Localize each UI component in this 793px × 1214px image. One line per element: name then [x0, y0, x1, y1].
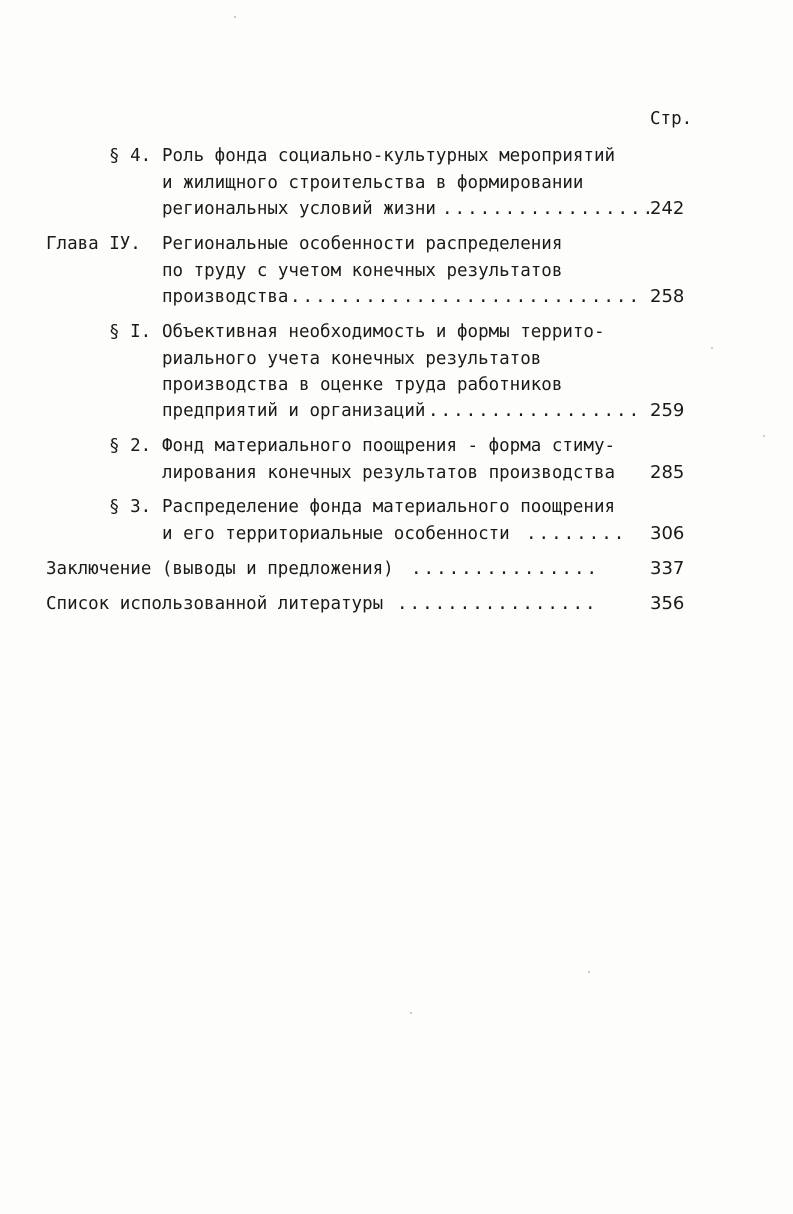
- page-number: 259: [650, 400, 685, 421]
- scan-speck: [763, 435, 765, 437]
- entry-title-line: Фонд материального поощрения - форма стиму-: [162, 436, 616, 456]
- page-number: 356: [650, 593, 685, 614]
- page-number: 306: [650, 523, 685, 544]
- section-marker: § I.: [109, 322, 152, 342]
- page-number: 285: [650, 462, 685, 483]
- section-marker: § 2.: [109, 436, 152, 456]
- dot-leader: ...............: [411, 559, 600, 579]
- entry-title-line: лирования конечных результатов производства: [162, 463, 616, 483]
- dot-leader: ............................: [290, 287, 642, 307]
- entry-title-line: производства: [162, 287, 289, 307]
- dot-leader: ........: [526, 524, 627, 544]
- page-column-header: Стр.: [650, 109, 693, 129]
- entry-title-line: региональных условий жизни: [162, 199, 436, 219]
- dot-leader: ................: [397, 594, 598, 614]
- chapter-marker: Глава IУ.: [46, 234, 141, 254]
- entry-title-line: риального учета конечных результатов: [162, 349, 542, 369]
- entry-title-line: и жилищного строительства в формировании: [162, 173, 584, 193]
- dot-leader: .................: [442, 199, 656, 219]
- dot-leader: .................: [428, 401, 642, 421]
- entry-title-line: производства в оценке труда работников: [162, 375, 563, 395]
- entry-title-line: и его территориальные особенности: [162, 524, 510, 544]
- entry-title-line: предприятий и организаций: [162, 401, 426, 421]
- entry-title-line: по труду с учетом конечных результатов: [162, 261, 563, 281]
- entry-title-line: Объективная необходимость и формы террито-: [162, 322, 605, 342]
- page-number: 242: [650, 198, 685, 219]
- page-number: 258: [650, 286, 685, 307]
- scan-speck: [410, 1012, 412, 1014]
- entry-title-line: Роль фонда социально-культурных мероприятий: [162, 146, 616, 166]
- entry-title: Список использованной литературы: [46, 594, 384, 614]
- entry-title: Заключение (выводы и предложения): [46, 559, 394, 579]
- section-marker: § 4.: [109, 146, 152, 166]
- section-marker: § 3.: [109, 497, 152, 517]
- scan-speck: [711, 347, 713, 349]
- scan-speck: [234, 16, 236, 18]
- entry-title-line: Региональные особенности распределения: [162, 234, 563, 254]
- entry-title-line: Распределение фонда материального поощрения: [162, 497, 616, 517]
- scan-speck: [588, 971, 590, 973]
- page-number: 337: [650, 558, 685, 579]
